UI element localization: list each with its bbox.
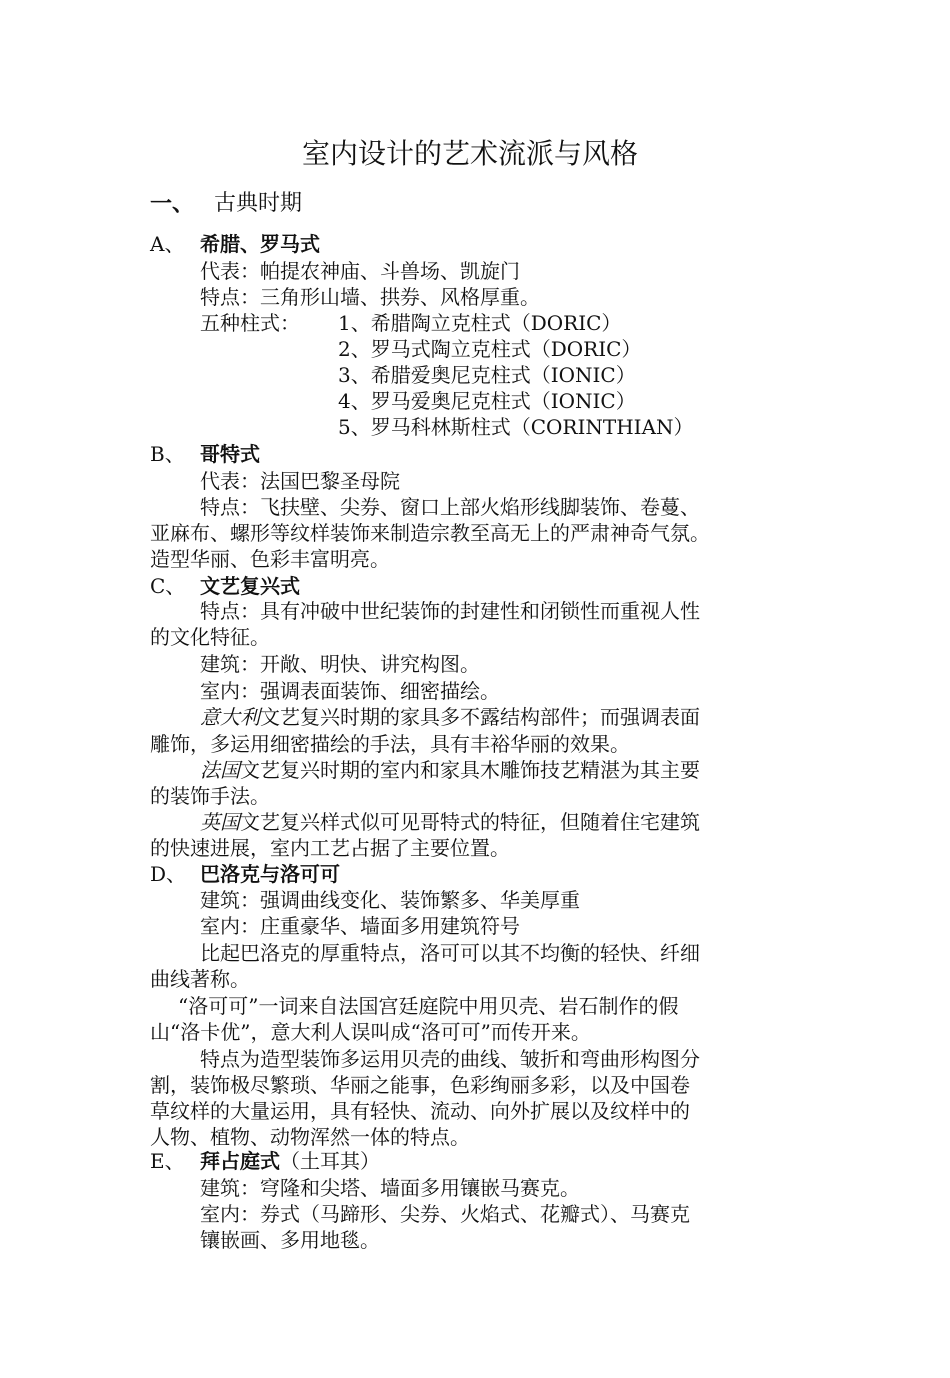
d-paragraph-line: 草纹样的大量运用，具有轻快、流动、向外扩展以及纹样中的 — [150, 1099, 690, 1123]
subsection-key-a: A、 — [150, 232, 185, 256]
d-paragraph-line: 曲线著称。 — [150, 967, 250, 991]
b-features-line: 特点：飞扶壁、尖券、窗口上部火焰形线脚装饰、卷蔓、 — [200, 495, 700, 519]
c-features-line: 的文化特征。 — [150, 625, 270, 649]
d-paragraph-line: 特点为造型装饰多运用贝壳的曲线、皱折和弯曲形构图分 — [200, 1047, 700, 1071]
subsection-heading-a: 希腊、罗马式 — [200, 232, 320, 256]
column-order-item: 5、罗马科林斯柱式（CORINTHIAN） — [338, 415, 694, 439]
section-title: 古典时期 — [214, 191, 303, 216]
d-paragraph-line: 人物、植物、动物浑然一体的特点。 — [150, 1125, 470, 1149]
c-italy-text: 文艺复兴时期的家具多不露结构部件；而强调表面 — [260, 705, 700, 729]
subsection-heading-e: 拜占庭式 — [200, 1149, 280, 1173]
subsection-key-e: E、 — [150, 1149, 185, 1173]
a-representative: 代表：帕提农神庙、斗兽场、凯旋门 — [200, 259, 520, 283]
a-features: 特点：三角形山墙、拱券、风格厚重。 — [200, 285, 540, 309]
c-features-line: 特点：具有冲破中世纪装饰的封建性和闭锁性而重视人性 — [200, 599, 700, 623]
d-paragraph-line: 山“洛卡优”，意大利人误叫成“洛可可”而传开来。 — [150, 1020, 591, 1044]
e-architecture: 建筑：穹隆和尖塔、墙面多用镶嵌马赛克。 — [200, 1176, 580, 1200]
c-england-text: 文艺复兴样式似可见哥特式的特征，但随着住宅建筑 — [240, 810, 700, 834]
c-france-line2: 的装饰手法。 — [150, 784, 270, 808]
e-interior-line: 镶嵌画、多用地毯。 — [200, 1228, 380, 1252]
c-architecture: 建筑：开敞、明快、讲究构图。 — [200, 652, 480, 676]
a-columns-label: 五种柱式： — [200, 311, 300, 335]
c-france-text: 文艺复兴时期的室内和家具木雕饰技艺精湛为其主要 — [240, 758, 700, 782]
country-england: 英国 — [200, 810, 240, 834]
c-england-paragraph — [200, 809, 700, 835]
subsection-heading-c: 文艺复兴式 — [200, 574, 300, 598]
country-france: 法国 — [200, 758, 240, 782]
b-features-line: 亚麻布、螺形等纹样装饰来制造宗教至高无上的严肃神奇气氛。 — [150, 521, 710, 545]
d-paragraph-line: 比起巴洛克的厚重特点，洛可可以其不均衡的轻快、纤细 — [200, 941, 700, 965]
country-italy: 意大利 — [200, 705, 260, 729]
subsection-key-d: D、 — [150, 862, 187, 886]
column-order-item: 4、罗马爱奥尼克柱式（IONIC） — [338, 389, 636, 413]
subsection-heading-e-note: （土耳其） — [280, 1149, 380, 1173]
subsection-key-c: C、 — [150, 574, 186, 598]
d-interior: 室内：庄重豪华、墙面多用建筑符号 — [200, 914, 520, 938]
c-france-paragraph — [200, 757, 700, 783]
b-representative: 代表：法国巴黎圣母院 — [200, 469, 400, 493]
e-interior-line: 室内：券式（马蹄形、尖券、火焰式、花瓣式）、马赛克 — [200, 1202, 690, 1226]
d-paragraph-line: “洛可可”一词来自法国宫廷庭院中用贝壳、岩石制作的假 — [178, 994, 679, 1018]
subsection-key-b: B、 — [150, 442, 185, 466]
subsection-heading-d: 巴洛克与洛可可 — [200, 862, 340, 886]
page-title: 室内设计的艺术流派与风格 — [302, 137, 639, 170]
subsection-heading-b: 哥特式 — [200, 442, 260, 466]
d-paragraph-line: 割，装饰极尽繁琐、华丽之能事，色彩绚丽多彩，以及中国卷 — [150, 1073, 690, 1097]
column-order-item: 1、希腊陶立克柱式（DORIC） — [338, 311, 622, 335]
c-interior: 室内：强调表面装饰、细密描绘。 — [200, 679, 500, 703]
subsection-heading-e-wrapper — [200, 1148, 380, 1174]
c-italy-paragraph — [200, 704, 700, 730]
b-features-line: 造型华丽、色彩丰富明亮。 — [150, 547, 390, 571]
c-italy-line2: 雕饰，多运用细密描绘的手法，具有丰裕华丽的效果。 — [150, 732, 630, 756]
column-order-item: 3、希腊爱奥尼克柱式（IONIC） — [338, 363, 636, 387]
d-architecture: 建筑：强调曲线变化、装饰繁多、华美厚重 — [200, 888, 580, 912]
c-england-line2: 的快速进展，室内工艺占据了主要位置。 — [150, 836, 510, 860]
section-number: 一、 — [150, 191, 195, 217]
column-order-item: 2、罗马式陶立克柱式（DORIC） — [338, 337, 642, 361]
